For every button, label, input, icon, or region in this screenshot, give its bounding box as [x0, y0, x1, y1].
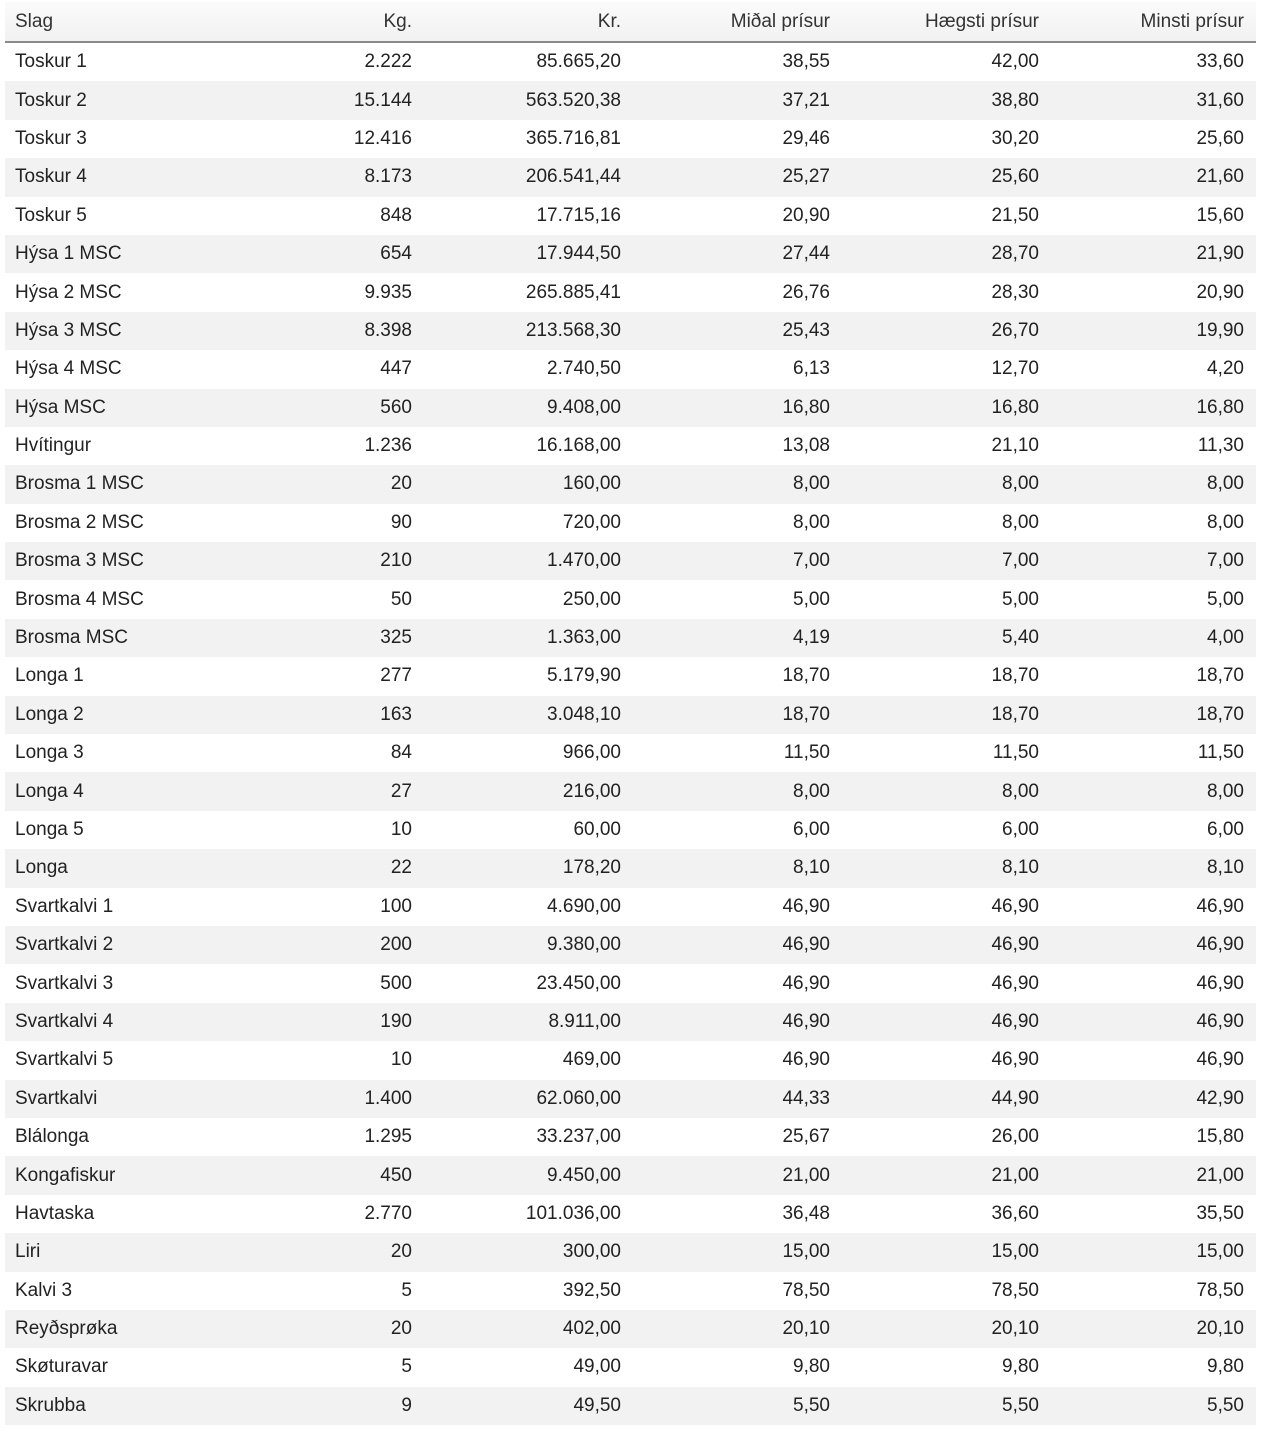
highest-price-cell: 18,70	[842, 657, 1051, 695]
weight-kg-cell: 210	[220, 542, 424, 580]
species-cell: Longa 2	[5, 696, 220, 734]
lowest-price-cell: 21,00	[1051, 1156, 1256, 1194]
table-row	[5, 42, 1256, 81]
amount-kr-cell: 160,00	[424, 465, 633, 503]
species-cell: Brosma 4 MSC	[5, 580, 220, 618]
weight-kg-cell: 163	[220, 696, 424, 734]
amount-kr-cell: 402,00	[424, 1310, 633, 1348]
lowest-price-cell: 5,50	[1051, 1387, 1256, 1425]
table-row	[5, 1080, 1256, 1118]
average-price-cell: 46,90	[633, 964, 842, 1002]
weight-kg-cell: 84	[220, 734, 424, 772]
species-cell: Hýsa 2 MSC	[5, 273, 220, 311]
lowest-price-cell: 21,90	[1051, 235, 1256, 273]
species-cell: Reyðsprøka	[5, 1310, 220, 1348]
amount-kr-cell: 85.665,20	[424, 42, 633, 81]
amount-kr-cell: 1.363,00	[424, 619, 633, 657]
average-price-cell: 46,90	[633, 926, 842, 964]
amount-kr-cell: 49,00	[424, 1348, 633, 1386]
average-price-cell: 7,00	[633, 542, 842, 580]
highest-price-cell: 8,00	[842, 504, 1051, 542]
average-price-cell: 4,19	[633, 619, 842, 657]
weight-kg-cell: 848	[220, 197, 424, 235]
average-price-cell: 46,90	[633, 888, 842, 926]
table-row	[5, 1387, 1256, 1425]
lowest-price-cell: 25,60	[1051, 120, 1256, 158]
table-row	[5, 811, 1256, 849]
highest-price-cell: 9,80	[842, 1348, 1051, 1386]
lowest-price-cell: 4,00	[1051, 619, 1256, 657]
table-row	[5, 888, 1256, 926]
average-price-cell: 25,67	[633, 1118, 842, 1156]
table-row	[5, 389, 1256, 427]
highest-price-cell: 28,70	[842, 235, 1051, 273]
table-row	[5, 1348, 1256, 1386]
lowest-price-cell: 21,60	[1051, 158, 1256, 196]
average-price-cell: 78,50	[633, 1272, 842, 1310]
table-row	[5, 427, 1256, 465]
species-cell: Brosma 1 MSC	[5, 465, 220, 503]
average-price-cell: 8,00	[633, 465, 842, 503]
weight-kg-cell: 8.398	[220, 312, 424, 350]
lowest-price-cell: 7,00	[1051, 542, 1256, 580]
amount-kr-cell: 49,50	[424, 1387, 633, 1425]
amount-kr-cell: 265.885,41	[424, 273, 633, 311]
species-cell: Brosma 3 MSC	[5, 542, 220, 580]
amount-kr-cell: 178,20	[424, 849, 633, 887]
table-row	[5, 696, 1256, 734]
species-cell: Kalvi 3	[5, 1272, 220, 1310]
table-row	[5, 273, 1256, 311]
table-row	[5, 1272, 1256, 1310]
weight-kg-cell: 9.935	[220, 273, 424, 311]
weight-kg-cell: 27	[220, 772, 424, 810]
lowest-price-cell: 20,90	[1051, 273, 1256, 311]
amount-kr-cell: 213.568,30	[424, 312, 633, 350]
table-row	[5, 1118, 1256, 1156]
highest-price-cell: 21,00	[842, 1156, 1051, 1194]
average-price-cell: 18,70	[633, 696, 842, 734]
amount-kr-cell: 2.740,50	[424, 350, 633, 388]
weight-kg-cell: 2.770	[220, 1195, 424, 1233]
table-row	[5, 158, 1256, 196]
lowest-price-cell: 46,90	[1051, 926, 1256, 964]
highest-price-cell: 20,10	[842, 1310, 1051, 1348]
average-price-cell: 46,90	[633, 1041, 842, 1079]
average-price-cell: 18,70	[633, 657, 842, 695]
lowest-price-cell: 78,50	[1051, 1272, 1256, 1310]
highest-price-cell: 46,90	[842, 1003, 1051, 1041]
highest-price-cell: 5,00	[842, 580, 1051, 618]
weight-kg-cell: 9	[220, 1387, 424, 1425]
species-cell: Brosma 2 MSC	[5, 504, 220, 542]
highest-price-cell: 21,50	[842, 197, 1051, 235]
species-cell: Hýsa 1 MSC	[5, 235, 220, 273]
species-cell: Liri	[5, 1233, 220, 1271]
species-cell: Svartkalvi 5	[5, 1041, 220, 1079]
amount-kr-cell: 23.450,00	[424, 964, 633, 1002]
fish-price-table	[5, 2, 1256, 1425]
average-price-cell: 8,00	[633, 504, 842, 542]
lowest-price-cell: 35,50	[1051, 1195, 1256, 1233]
average-price-cell: 25,43	[633, 312, 842, 350]
weight-kg-cell: 90	[220, 504, 424, 542]
lowest-price-cell: 46,90	[1051, 964, 1256, 1002]
average-price-cell: 44,33	[633, 1080, 842, 1118]
species-cell: Svartkalvi 3	[5, 964, 220, 1002]
species-cell: Brosma MSC	[5, 619, 220, 657]
average-price-cell: 15,00	[633, 1233, 842, 1271]
amount-kr-cell: 16.168,00	[424, 427, 633, 465]
table-row	[5, 849, 1256, 887]
amount-kr-cell: 33.237,00	[424, 1118, 633, 1156]
weight-kg-cell: 200	[220, 926, 424, 964]
lowest-price-cell: 19,90	[1051, 312, 1256, 350]
species-cell: Longa 5	[5, 811, 220, 849]
amount-kr-cell: 216,00	[424, 772, 633, 810]
lowest-price-cell: 42,90	[1051, 1080, 1256, 1118]
table-row	[5, 734, 1256, 772]
weight-kg-cell: 20	[220, 1233, 424, 1271]
species-cell: Svartkalvi 1	[5, 888, 220, 926]
highest-price-cell: 5,40	[842, 619, 1051, 657]
weight-kg-cell: 22	[220, 849, 424, 887]
table-row	[5, 1233, 1256, 1271]
weight-kg-cell: 20	[220, 1310, 424, 1348]
species-cell: Svartkalvi 2	[5, 926, 220, 964]
lowest-price-cell: 8,00	[1051, 772, 1256, 810]
lowest-price-cell: 8,00	[1051, 504, 1256, 542]
table-header	[5, 2, 1256, 42]
species-cell: Svartkalvi 4	[5, 1003, 220, 1041]
species-cell: Svartkalvi	[5, 1080, 220, 1118]
table-row	[5, 197, 1256, 235]
amount-kr-cell: 392,50	[424, 1272, 633, 1310]
highest-price-cell: 18,70	[842, 696, 1051, 734]
table-row	[5, 81, 1256, 119]
lowest-price-cell: 46,90	[1051, 1003, 1256, 1041]
table-row	[5, 580, 1256, 618]
amount-kr-cell: 101.036,00	[424, 1195, 633, 1233]
column-header-average-price[interactable]: Miðal prísur	[633, 2, 842, 42]
highest-price-cell: 38,80	[842, 81, 1051, 119]
species-cell: Toskur 5	[5, 197, 220, 235]
highest-price-cell: 46,90	[842, 1041, 1051, 1079]
amount-kr-cell: 9.450,00	[424, 1156, 633, 1194]
species-cell: Blálonga	[5, 1118, 220, 1156]
average-price-cell: 5,50	[633, 1387, 842, 1425]
highest-price-cell: 46,90	[842, 888, 1051, 926]
average-price-cell: 25,27	[633, 158, 842, 196]
highest-price-cell: 36,60	[842, 1195, 1051, 1233]
species-cell: Hýsa 4 MSC	[5, 350, 220, 388]
highest-price-cell: 8,10	[842, 849, 1051, 887]
lowest-price-cell: 11,30	[1051, 427, 1256, 465]
species-cell: Havtaska	[5, 1195, 220, 1233]
column-header-kg[interactable]: Kg.	[220, 2, 424, 42]
table-row	[5, 350, 1256, 388]
amount-kr-cell: 62.060,00	[424, 1080, 633, 1118]
table-row	[5, 504, 1256, 542]
lowest-price-cell: 15,00	[1051, 1233, 1256, 1271]
weight-kg-cell: 100	[220, 888, 424, 926]
table-row	[5, 465, 1256, 503]
amount-kr-cell: 300,00	[424, 1233, 633, 1271]
weight-kg-cell: 20	[220, 465, 424, 503]
lowest-price-cell: 15,60	[1051, 197, 1256, 235]
amount-kr-cell: 469,00	[424, 1041, 633, 1079]
lowest-price-cell: 18,70	[1051, 696, 1256, 734]
highest-price-cell: 16,80	[842, 389, 1051, 427]
species-cell: Hýsa 3 MSC	[5, 312, 220, 350]
average-price-cell: 6,00	[633, 811, 842, 849]
highest-price-cell: 26,70	[842, 312, 1051, 350]
highest-price-cell: 7,00	[842, 542, 1051, 580]
species-cell: Skøturavar	[5, 1348, 220, 1386]
species-cell: Longa	[5, 849, 220, 887]
amount-kr-cell: 5.179,90	[424, 657, 633, 695]
lowest-price-cell: 20,10	[1051, 1310, 1256, 1348]
lowest-price-cell: 5,00	[1051, 580, 1256, 618]
average-price-cell: 5,00	[633, 580, 842, 618]
average-price-cell: 21,00	[633, 1156, 842, 1194]
amount-kr-cell: 4.690,00	[424, 888, 633, 926]
table-row	[5, 1003, 1256, 1041]
column-header-lowest-price[interactable]: Minsti prísur	[1051, 2, 1256, 42]
highest-price-cell: 42,00	[842, 42, 1051, 81]
average-price-cell: 6,13	[633, 350, 842, 388]
highest-price-cell: 78,50	[842, 1272, 1051, 1310]
species-cell: Hvítingur	[5, 427, 220, 465]
weight-kg-cell: 500	[220, 964, 424, 1002]
table-body	[5, 42, 1256, 1425]
amount-kr-cell: 9.408,00	[424, 389, 633, 427]
lowest-price-cell: 31,60	[1051, 81, 1256, 119]
weight-kg-cell: 12.416	[220, 120, 424, 158]
table-row	[5, 120, 1256, 158]
amount-kr-cell: 563.520,38	[424, 81, 633, 119]
lowest-price-cell: 18,70	[1051, 657, 1256, 695]
amount-kr-cell: 966,00	[424, 734, 633, 772]
weight-kg-cell: 5	[220, 1272, 424, 1310]
table-row	[5, 772, 1256, 810]
table-row	[5, 1195, 1256, 1233]
highest-price-cell: 6,00	[842, 811, 1051, 849]
lowest-price-cell: 46,90	[1051, 1041, 1256, 1079]
highest-price-cell: 21,10	[842, 427, 1051, 465]
column-header-kr[interactable]: Kr.	[424, 2, 633, 42]
species-cell: Hýsa MSC	[5, 389, 220, 427]
lowest-price-cell: 33,60	[1051, 42, 1256, 81]
highest-price-cell: 8,00	[842, 465, 1051, 503]
weight-kg-cell: 15.144	[220, 81, 424, 119]
table-row	[5, 312, 1256, 350]
weight-kg-cell: 8.173	[220, 158, 424, 196]
average-price-cell: 13,08	[633, 427, 842, 465]
weight-kg-cell: 1.295	[220, 1118, 424, 1156]
weight-kg-cell: 560	[220, 389, 424, 427]
lowest-price-cell: 8,10	[1051, 849, 1256, 887]
amount-kr-cell: 60,00	[424, 811, 633, 849]
average-price-cell: 29,46	[633, 120, 842, 158]
column-header-slag[interactable]: Slag	[5, 2, 220, 42]
highest-price-cell: 11,50	[842, 734, 1051, 772]
weight-kg-cell: 190	[220, 1003, 424, 1041]
species-cell: Toskur 2	[5, 81, 220, 119]
average-price-cell: 16,80	[633, 389, 842, 427]
highest-price-cell: 28,30	[842, 273, 1051, 311]
highest-price-cell: 46,90	[842, 926, 1051, 964]
highest-price-cell: 5,50	[842, 1387, 1051, 1425]
weight-kg-cell: 450	[220, 1156, 424, 1194]
amount-kr-cell: 1.470,00	[424, 542, 633, 580]
weight-kg-cell: 277	[220, 657, 424, 695]
table-row	[5, 619, 1256, 657]
amount-kr-cell: 206.541,44	[424, 158, 633, 196]
average-price-cell: 20,90	[633, 197, 842, 235]
highest-price-cell: 44,90	[842, 1080, 1051, 1118]
average-price-cell: 46,90	[633, 1003, 842, 1041]
weight-kg-cell: 10	[220, 811, 424, 849]
table-row	[5, 235, 1256, 273]
species-cell: Toskur 4	[5, 158, 220, 196]
average-price-cell: 27,44	[633, 235, 842, 273]
highest-price-cell: 8,00	[842, 772, 1051, 810]
species-cell: Longa 4	[5, 772, 220, 810]
lowest-price-cell: 6,00	[1051, 811, 1256, 849]
average-price-cell: 8,10	[633, 849, 842, 887]
amount-kr-cell: 250,00	[424, 580, 633, 618]
weight-kg-cell: 654	[220, 235, 424, 273]
weight-kg-cell: 10	[220, 1041, 424, 1079]
average-price-cell: 36,48	[633, 1195, 842, 1233]
average-price-cell: 8,00	[633, 772, 842, 810]
weight-kg-cell: 5	[220, 1348, 424, 1386]
species-cell: Skrubba	[5, 1387, 220, 1425]
lowest-price-cell: 16,80	[1051, 389, 1256, 427]
weight-kg-cell: 1.400	[220, 1080, 424, 1118]
highest-price-cell: 30,20	[842, 120, 1051, 158]
column-header-highest-price[interactable]: Hægsti prísur	[842, 2, 1051, 42]
table-row	[5, 1041, 1256, 1079]
table-row	[5, 1156, 1256, 1194]
average-price-cell: 38,55	[633, 42, 842, 81]
lowest-price-cell: 15,80	[1051, 1118, 1256, 1156]
table-row	[5, 542, 1256, 580]
weight-kg-cell: 1.236	[220, 427, 424, 465]
table-row	[5, 657, 1256, 695]
species-cell: Toskur 3	[5, 120, 220, 158]
amount-kr-cell: 17.715,16	[424, 197, 633, 235]
table-row	[5, 926, 1256, 964]
species-cell: Longa 3	[5, 734, 220, 772]
amount-kr-cell: 365.716,81	[424, 120, 633, 158]
weight-kg-cell: 325	[220, 619, 424, 657]
lowest-price-cell: 11,50	[1051, 734, 1256, 772]
amount-kr-cell: 8.911,00	[424, 1003, 633, 1041]
average-price-cell: 20,10	[633, 1310, 842, 1348]
amount-kr-cell: 720,00	[424, 504, 633, 542]
lowest-price-cell: 9,80	[1051, 1348, 1256, 1386]
highest-price-cell: 25,60	[842, 158, 1051, 196]
amount-kr-cell: 3.048,10	[424, 696, 633, 734]
price-table-container	[5, 2, 1256, 1425]
highest-price-cell: 26,00	[842, 1118, 1051, 1156]
highest-price-cell: 12,70	[842, 350, 1051, 388]
highest-price-cell: 46,90	[842, 964, 1051, 1002]
amount-kr-cell: 17.944,50	[424, 235, 633, 273]
lowest-price-cell: 46,90	[1051, 888, 1256, 926]
weight-kg-cell: 447	[220, 350, 424, 388]
amount-kr-cell: 9.380,00	[424, 926, 633, 964]
highest-price-cell: 15,00	[842, 1233, 1051, 1271]
species-cell: Kongafiskur	[5, 1156, 220, 1194]
average-price-cell: 9,80	[633, 1348, 842, 1386]
table-row	[5, 1310, 1256, 1348]
header-row	[5, 2, 1256, 42]
table-row	[5, 964, 1256, 1002]
species-cell: Toskur 1	[5, 42, 220, 81]
average-price-cell: 26,76	[633, 273, 842, 311]
average-price-cell: 37,21	[633, 81, 842, 119]
weight-kg-cell: 2.222	[220, 42, 424, 81]
average-price-cell: 11,50	[633, 734, 842, 772]
lowest-price-cell: 8,00	[1051, 465, 1256, 503]
lowest-price-cell: 4,20	[1051, 350, 1256, 388]
weight-kg-cell: 50	[220, 580, 424, 618]
species-cell: Longa 1	[5, 657, 220, 695]
